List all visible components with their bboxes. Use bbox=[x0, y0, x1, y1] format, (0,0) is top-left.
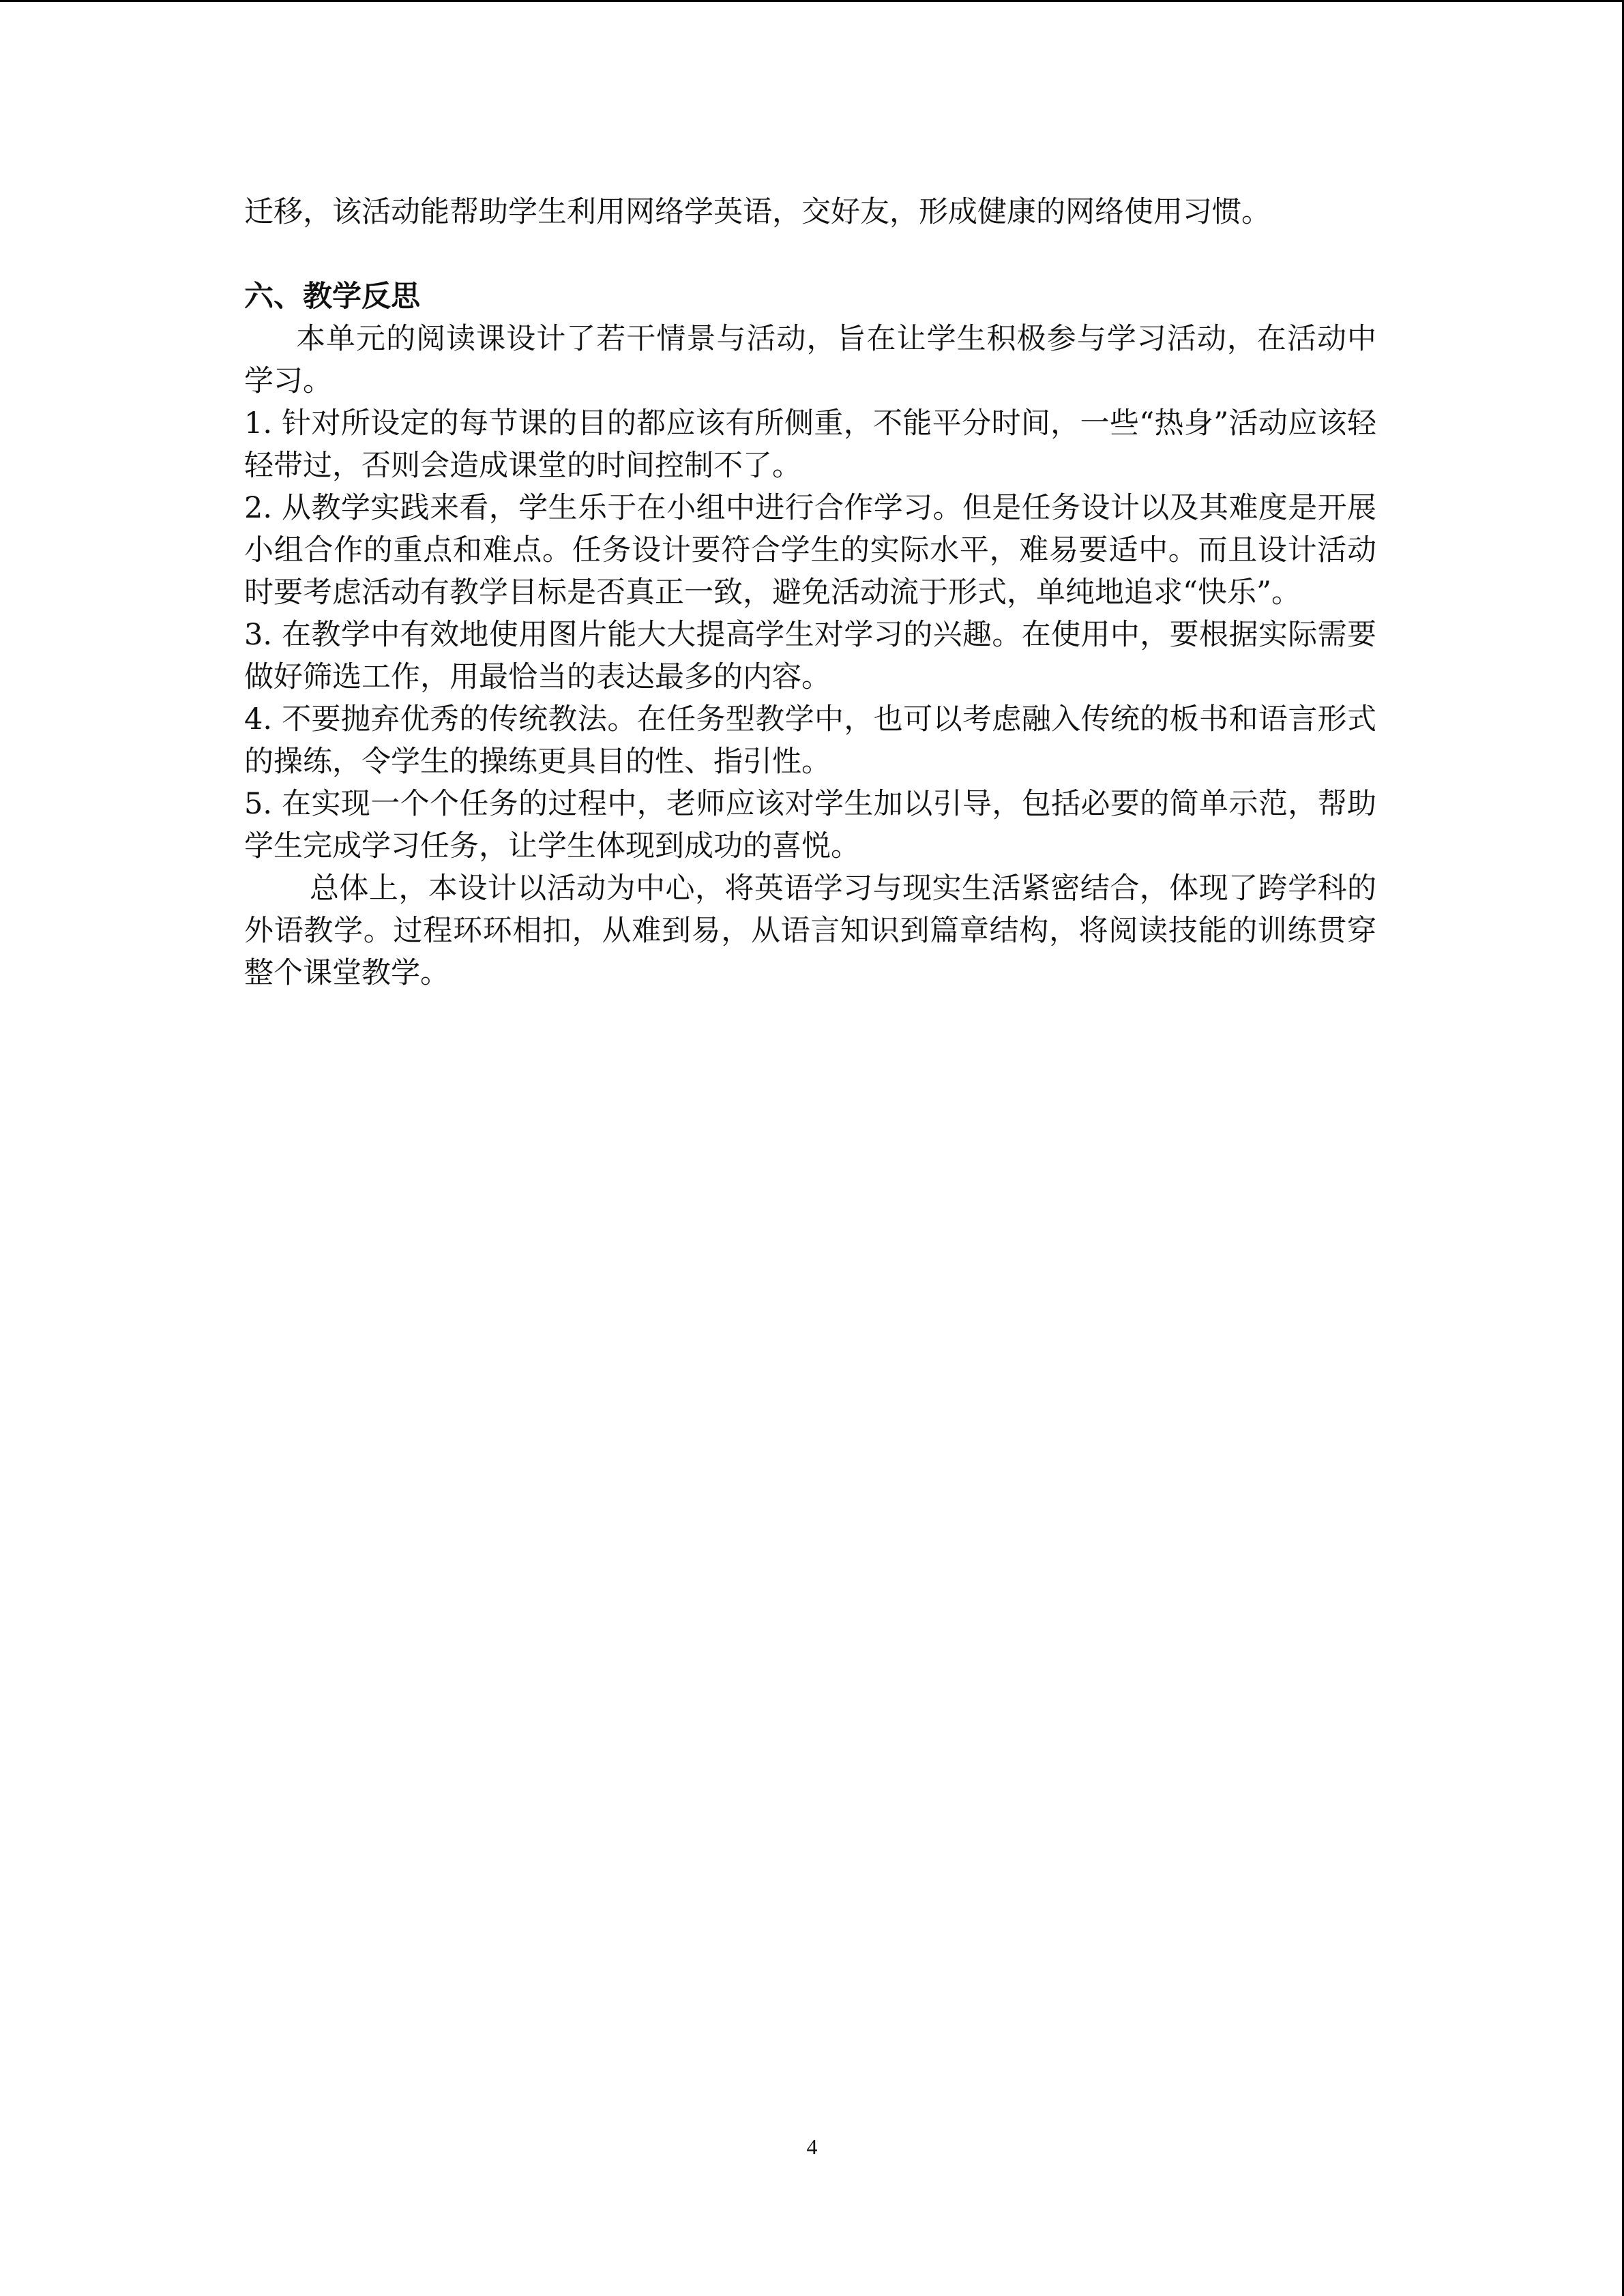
section-intro-paragraph: 本单元的阅读课设计了若干情景与活动，旨在让学生积极参与学习活动，在活动中学习。 bbox=[244, 322, 1376, 398]
page-number: 4 bbox=[806, 2134, 818, 2159]
intro-paragraph: 迁移，该活动能帮助学生利用网络学英语，交好友，形成健康的网络使用习惯。 bbox=[244, 195, 1271, 229]
list-item-2: 2. 从教学实践来看，学生乐于在小组中进行合作学习。但是任务设计以及其难度是开展小组合作的重点和难点。任务设计要符合学生的实际水平，难易要适中。而且设计活动时要考虑活动有教学目标是否真正一致，避免活动流于形式，单纯地追求“快乐”。 bbox=[244, 491, 1376, 610]
list-item-1: 1. 针对所设定的每节课的目的都应该有所侧重，不能平分时间，一些“热身”活动应该轻轻带过，否则会造成课堂的时间控制不了。 bbox=[244, 406, 1376, 483]
page-border-top bbox=[0, 0, 1624, 2]
section-heading: 六、教学反思 bbox=[244, 280, 420, 314]
list-item-5: 5. 在实现一个个任务的过程中，老师应该对学生加以引导，包括必要的简单示范，帮助学生完成学习任务，让学生体现到成功的喜悦。 bbox=[244, 787, 1376, 863]
document-body bbox=[244, 191, 1376, 994]
conclusion-paragraph: 总体上，本设计以活动为中心，将英语学习与现实生活紧密结合，体现了跨学科的外语教学。过程环环相扣，从难到易，从语言知识到篇章结构，将阅读技能的训练贯穿整个课堂教学。 bbox=[244, 871, 1376, 990]
paragraph-spacer bbox=[244, 233, 1376, 275]
list-item-3: 3. 在教学中有效地使用图片能大大提高学生对学习的兴趣。在使用中，要根据实际需要做好筛选工作，用最恰当的表达最多的内容。 bbox=[244, 618, 1376, 694]
list-item-4: 4. 不要抛弃优秀的传统教法。在任务型教学中，也可以考虑融入传统的板书和语言形式的操练，令学生的操练更具目的性、指引性。 bbox=[244, 702, 1376, 779]
